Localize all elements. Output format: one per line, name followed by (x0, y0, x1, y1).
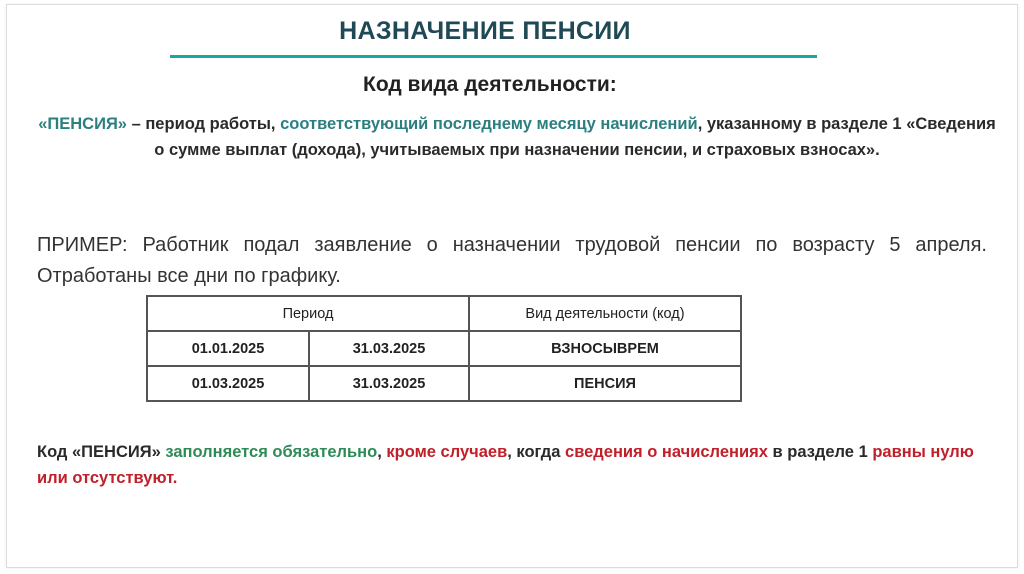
note-paragraph (37, 439, 997, 491)
slide-title: НАЗНАЧЕНИЕ ПЕНСИИ (339, 17, 631, 45)
cell-from: 01.01.2025 (147, 331, 309, 366)
definition-code: «ПЕНСИЯ» (38, 115, 127, 133)
cell-to: 31.03.2025 (309, 331, 469, 366)
note-part2: заполняется обязательно (165, 443, 378, 461)
activity-table (146, 295, 742, 402)
note-part8: равны нулю или отсутствуют. (37, 443, 974, 487)
header-period: Период (147, 296, 469, 331)
note-part7: в разделе 1 (767, 443, 873, 461)
cell-code: ПЕНСИЯ (469, 366, 741, 401)
note-part6: сведения о начислениях (565, 443, 768, 461)
table-row (147, 366, 741, 401)
slide-frame (6, 4, 1018, 568)
definition-highlight: соответствующий последнему месяцу начислений (280, 115, 698, 133)
definition-dash-text: – период работы, (127, 115, 281, 133)
note-part4: кроме случаев (386, 443, 508, 461)
cell-from: 01.03.2025 (147, 366, 309, 401)
table-header-row (147, 296, 741, 331)
note-part1: Код «ПЕНСИЯ» (37, 443, 166, 461)
slide-subtitle: Код вида деятельности: (363, 73, 617, 96)
note-part3: , (377, 443, 387, 461)
example-text: Работник подал заявление о назначении трудовой пенсии по возрасту 5 апреля. Отработаны все дни по графику. (37, 234, 987, 287)
table-row (147, 331, 741, 366)
definition-rest: , указанному в разделе 1 «Сведения о сумме выплат (дохода), учитываемых при назначении пенсии, и страховых взносах». (154, 115, 996, 159)
cell-to: 31.03.2025 (309, 366, 469, 401)
example-label: ПРИМЕР: (37, 234, 128, 256)
definition-paragraph (37, 111, 997, 163)
note-part5: , когда (507, 443, 566, 461)
example-paragraph (37, 230, 987, 292)
cell-code: ВЗНОСЫВРЕМ (469, 331, 741, 366)
header-activity: Вид деятельности (код) (469, 296, 741, 331)
title-underline (170, 55, 817, 58)
